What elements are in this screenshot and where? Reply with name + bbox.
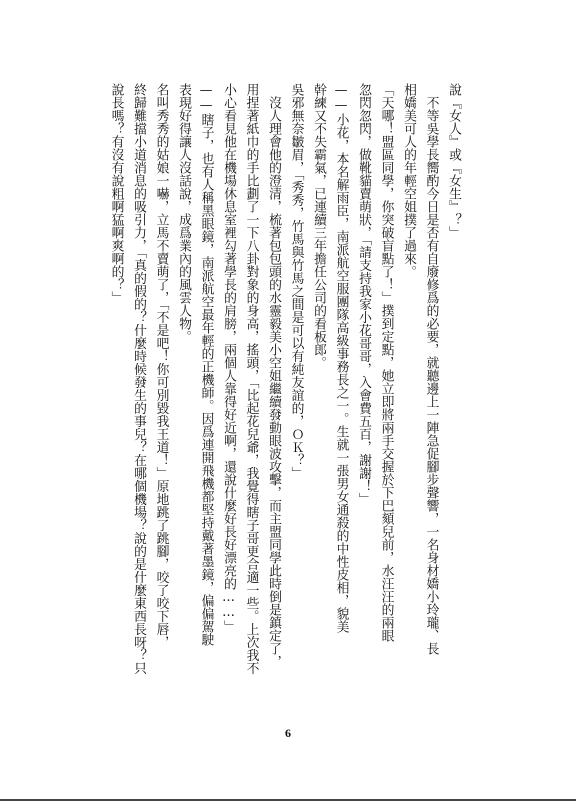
text-line: 說『女人』或『女生』？」 — [446, 83, 461, 239]
text-line: 相嬌美可人的年輕空姐撲了過來。 — [401, 83, 416, 278]
text-line: 終歸難擋小道消息的吸引力，「真的假的？什麼時候發生的事兒？在哪個機場？說的是什麼東西長呀？只 — [131, 83, 146, 675]
text-line: ——瞎子，也有人稱黑眼鏡，南派航空最年輕的正機師。因爲連開飛機都堅持戴著墨鏡，偏偏駕駛 — [198, 83, 214, 647]
vertical-text-body — [104, 83, 464, 703]
text-line: 用捏著紙巾的手比劃了一下八卦對象的身高，搖頭，「比起花兒爺，我覺得瞎子哥更合適一些。上次我不 — [243, 83, 259, 675]
page-number: 6 — [285, 726, 291, 740]
text-line: 說長嗎？有沒有說粗啊猛啊爽啊的？」 — [108, 83, 124, 304]
text-line: 忽閃忽閃，做靴貓賣萌狀，「請支持我家小花哥哥，入會費五百，謝謝！」 — [356, 83, 371, 506]
text-line: 表現好得讓人沒話說，成爲業內的風雲人物。 — [176, 83, 191, 343]
text-line: 不等吳學長嚮酌今日是否有自廢修爲的必要，就聽邊上一陣急促腳步聲響，一名身材嬌小玲瓏、長 — [423, 83, 439, 655]
text-line: 吳邪無奈皺眉，「秀秀，竹馬與竹馬之間是可以有純友誼的，ＯＫ？」 — [288, 83, 304, 480]
text-line: ——小花，本名解雨臣，南派航空服團隊高級事務長之一。生就一張男女通殺的中性皮相，貌美 — [333, 83, 349, 634]
text-line: 幹練又不失霸氣，已連續三年擔任公司的看板郎。 — [311, 83, 326, 369]
text-line: 小心看見他在機場休息室裡勾著學長的肩膀，兩個人靠得好近啊，還說什麼好長好漂亮的……」 — [221, 83, 236, 634]
text-line: 沒人理會他的澄清，梳著包包頭的水靈毅美小空姐繼續發動眼波攻擊，而主盟同學此時倒是鎮定了， — [266, 83, 281, 668]
text-line: 「天哪！盟區同學，你突破盲點了！」撲到定點，她立即將兩手交握於下巴頦兒前，水汪汪的兩眼 — [378, 83, 394, 642]
text-line: 名叫秀秀的姑娘一嚇，立馬不賣萌了，「不是吧！你可別毀我王道！」原地跳了跳腳，咬了咬下唇， — [153, 83, 169, 649]
